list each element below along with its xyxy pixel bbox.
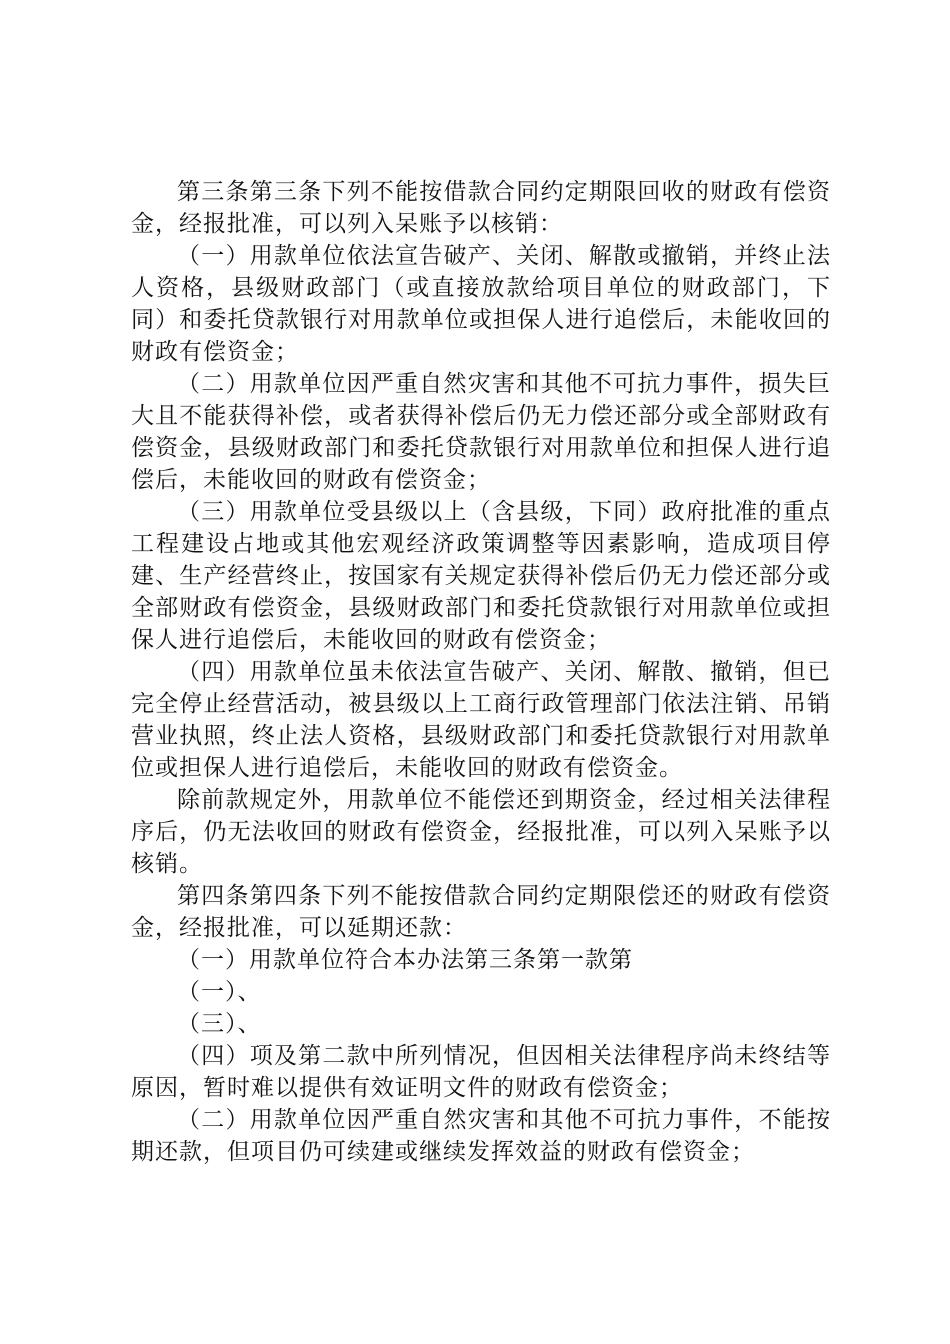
paragraph-article-4-item-1: （一）用款单位符合本办法第三条第一款第 — [177, 947, 633, 973]
paragraph-fragment-1: （一）、 — [177, 979, 262, 1005]
paragraph-article-4: 第四条第四条下列不能按借款合同约定期限偿还的财政有偿资金，经报批准，可以延期还款： — [131, 883, 831, 941]
document-body — [131, 176, 831, 1168]
paragraph-item-2: （二）用款单位因严重自然灾害和其他不可抗力事件，损失巨大且不能获得补偿，或者获得补偿后仍无力偿还部分或全部财政有偿资金，县级财政部门和委托贷款银行对用款单位和担保人进行追偿后，未能收回的财政有偿资金； — [131, 371, 831, 493]
paragraph-supplement: 除前款规定外，用款单位不能偿还到期资金，经过相关法律程序后，仍无法收回的财政有偿资金，经报批准，可以列入呆账予以核销。 — [131, 787, 831, 877]
paragraph-fragment-3: （三）、 — [177, 1011, 262, 1037]
paragraph-article-3: 第三条第三条下列不能按借款合同约定期限回收的财政有偿资金，经报批准，可以列入呆账予以核销： — [131, 179, 831, 237]
paragraph-item-3: （三）用款单位受县级以上（含县级，下同）政府批准的重点工程建设占地或其他宏观经济政策调整等因素影响，造成项目停建、生产经营终止，按国家有关规定获得补偿后仍无力偿还部分或全部财政有偿资金，县级财政部门和委托贷款银行对用款单位或担保人进行追偿后，未能收回的财政有偿资金； — [131, 499, 831, 653]
paragraph-item-1: （一）用款单位依法宣告破产、关闭、解散或撤销，并终止法人资格，县级财政部门（或直接放款给项目单位的财政部门，下同）和委托贷款银行对用款单位或担保人进行追偿后，未能收回的财政有偿资金； — [131, 243, 831, 365]
paragraph-item-4: （四）用款单位虽未依法宣告破产、关闭、解散、撤销，但已完全停止经营活动，被县级以上工商行政管理部门依法注销、吊销营业执照，终止法人资格，县级财政部门和委托贷款银行对用款单位或担保人进行追偿后，未能收回的财政有偿资金。 — [131, 659, 831, 781]
paragraph-fragment-4: （四）项及第二款中所列情况，但因相关法律程序尚未终结等原因，暂时难以提供有效证明文件的财政有偿资金； — [131, 1043, 831, 1101]
paragraph-article-4-item-2: （二）用款单位因严重自然灾害和其他不可抗力事件，不能按期还款，但项目仍可续建或继续发挥效益的财政有偿资金； — [131, 1107, 831, 1165]
